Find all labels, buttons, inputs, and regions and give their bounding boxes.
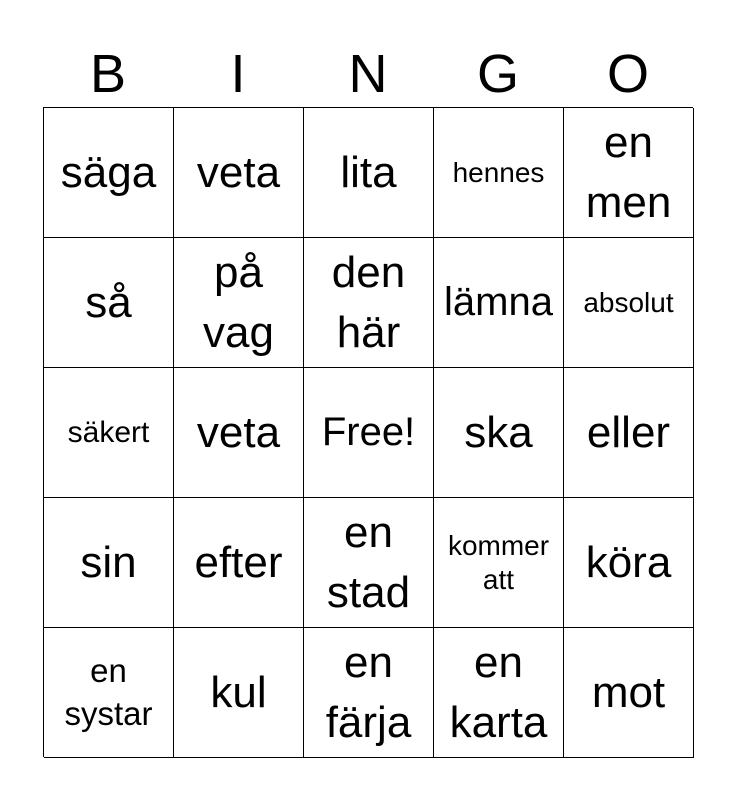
bingo-cell-r5c2[interactable]: kul: [174, 628, 304, 758]
bingo-cell-r1c3[interactable]: lita: [304, 108, 434, 238]
header-letter-b: B: [89, 44, 127, 104]
bingo-cell-r1c5[interactable]: en men: [564, 108, 694, 238]
bingo-cell-r3c4[interactable]: ska: [434, 368, 564, 498]
header-letter-n: N: [348, 44, 388, 104]
header-letter-i: I: [230, 44, 246, 104]
bingo-cell-r3c2[interactable]: veta: [174, 368, 304, 498]
header-letter-g: G: [476, 44, 519, 104]
bingo-cell-r3c5[interactable]: eller: [564, 368, 694, 498]
bingo-cell-r2c1[interactable]: så: [44, 238, 174, 368]
bingo-cell-r5c1[interactable]: en systar: [44, 628, 174, 758]
bingo-cell-r3c1[interactable]: säkert: [44, 368, 174, 498]
bingo-cell-r4c4[interactable]: kommer att: [434, 498, 564, 628]
bingo-board: [43, 107, 693, 757]
bingo-cell-r2c5[interactable]: absolut: [564, 238, 694, 368]
bingo-cell-r2c3[interactable]: den här: [304, 238, 434, 368]
bingo-cell-r2c2[interactable]: på vag: [174, 238, 304, 368]
bingo-cell-r1c1[interactable]: säga: [44, 108, 174, 238]
bingo-cell-r4c1[interactable]: sin: [44, 498, 174, 628]
bingo-cell-r5c3[interactable]: en färja: [304, 628, 434, 758]
header-letter-o: O: [606, 44, 649, 104]
bingo-cell-r1c2[interactable]: veta: [174, 108, 304, 238]
bingo-cell-r1c4[interactable]: hennes: [434, 108, 564, 238]
bingo-cell-r4c3[interactable]: en stad: [304, 498, 434, 628]
bingo-cell-r5c4[interactable]: en karta: [434, 628, 564, 758]
bingo-cell-r4c2[interactable]: efter: [174, 498, 304, 628]
bingo-cell-r5c5[interactable]: mot: [564, 628, 694, 758]
bingo-cell-r3c3-free[interactable]: Free!: [304, 368, 434, 498]
bingo-cell-r2c4[interactable]: lämna: [434, 238, 564, 368]
bingo-header: [43, 40, 693, 108]
bingo-cell-r4c5[interactable]: köra: [564, 498, 694, 628]
